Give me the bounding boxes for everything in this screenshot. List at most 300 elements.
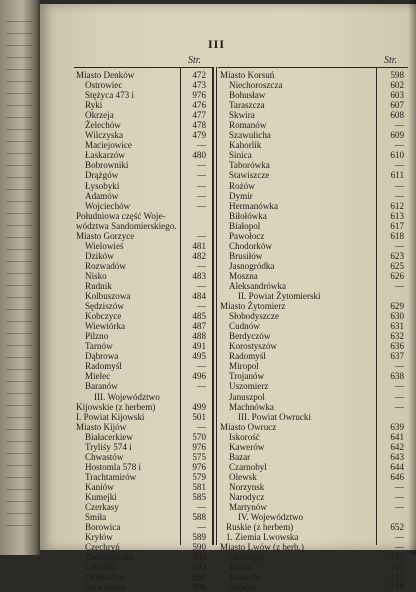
index-entry xyxy=(220,412,408,422)
entry-name: Iskorość xyxy=(229,431,260,442)
index-entry xyxy=(76,321,210,331)
entry-page: — xyxy=(196,190,206,201)
entry-page: — xyxy=(394,190,404,201)
index-entry xyxy=(76,241,210,251)
index-entry xyxy=(220,532,408,542)
entry-page: — xyxy=(196,502,206,513)
index-entry xyxy=(220,432,408,442)
entry-page: 652 xyxy=(390,522,404,533)
entry-page: — xyxy=(394,280,404,291)
entry-name: Tarnów xyxy=(85,341,113,352)
entry-name: Kobczyce xyxy=(85,311,122,322)
entry-name: III. Województwo xyxy=(94,391,160,402)
entry-name: Chwastów xyxy=(85,451,124,462)
center-divider xyxy=(212,67,214,545)
entry-name: Kawerów xyxy=(229,441,265,452)
index-entry xyxy=(76,452,210,462)
entry-name: Tryliśy 574 i xyxy=(85,441,132,452)
entry-name: Korostyszów xyxy=(229,341,277,352)
entry-page: 481 xyxy=(192,240,206,251)
index-entry xyxy=(76,221,210,231)
entry-name: Miasto Żytomierz xyxy=(220,301,286,312)
entry-name: III. Powiat Owrucki xyxy=(238,411,311,422)
index-entry xyxy=(220,170,408,180)
index-entry xyxy=(220,482,408,492)
left-index-column xyxy=(76,70,210,592)
entry-name: Wojciechów xyxy=(85,200,131,211)
index-entry xyxy=(76,341,210,351)
entry-page: 976 xyxy=(192,441,206,452)
entry-page: 478 xyxy=(192,120,206,131)
entry-name: Białacerkiew xyxy=(85,431,133,442)
entry-page: — xyxy=(196,522,206,533)
entry-name: Łysobyki xyxy=(85,180,120,191)
entry-name: Niechoroszcza xyxy=(229,80,283,91)
entry-page: 612 xyxy=(390,200,404,211)
entry-name: Lisianka xyxy=(85,562,117,573)
entry-name: Ryki xyxy=(85,100,103,111)
entry-page: 581 xyxy=(192,481,206,492)
index-entry xyxy=(76,502,210,512)
index-entry xyxy=(220,301,408,311)
entry-name: Kahorlik xyxy=(229,140,262,151)
entry-name: Chodorków xyxy=(229,240,272,251)
index-entry xyxy=(220,502,408,512)
entry-page: — xyxy=(196,260,206,271)
entry-page: — xyxy=(394,391,404,402)
entry-page: 608 xyxy=(390,110,404,121)
index-entry xyxy=(76,201,210,211)
index-entry xyxy=(76,120,210,130)
index-entry xyxy=(76,271,210,281)
index-entry xyxy=(76,582,210,592)
entry-name: Miasto Korsuń xyxy=(220,70,275,80)
entry-page: 483 xyxy=(192,270,206,281)
index-entry xyxy=(76,402,210,412)
entry-page: 632 xyxy=(390,331,404,342)
index-entry xyxy=(220,110,408,120)
index-entry xyxy=(76,261,210,271)
index-entry xyxy=(220,371,408,381)
entry-name: Okrzeja xyxy=(85,110,114,121)
index-entry xyxy=(76,572,210,582)
index-entry xyxy=(220,211,408,221)
entry-name: Baranów xyxy=(85,381,118,392)
entry-name: Południowa część Woje- xyxy=(76,210,166,221)
index-entry xyxy=(76,90,210,100)
entry-page: 491 xyxy=(192,341,206,352)
entry-name: Łaskarzów xyxy=(85,150,125,161)
entry-name: Pawołocz xyxy=(229,230,265,241)
entry-name: Kaniów xyxy=(85,481,114,492)
index-entry xyxy=(76,392,210,402)
entry-name: II. Powiat Żytomierski xyxy=(238,291,321,302)
entry-page: 718 xyxy=(390,582,404,592)
index-entry xyxy=(220,542,408,552)
index-entry xyxy=(76,552,210,562)
entry-page: 477 xyxy=(192,110,206,121)
entry-page: — xyxy=(196,200,206,211)
entry-name: Moszna xyxy=(229,270,258,281)
index-entry xyxy=(76,432,210,442)
index-entry xyxy=(76,160,210,170)
entry-name: Stawiszcze xyxy=(85,582,126,592)
entry-name: Słobodyszcze xyxy=(229,311,280,322)
index-entry xyxy=(220,492,408,502)
entry-page: 485 xyxy=(192,311,206,322)
entry-name: Hostomla 578 i xyxy=(85,461,142,472)
index-entry xyxy=(76,462,210,472)
index-entry xyxy=(76,542,210,552)
index-entry xyxy=(220,341,408,351)
entry-name: Janów xyxy=(229,562,253,573)
index-entry xyxy=(220,271,408,281)
entry-page: 626 xyxy=(390,270,404,281)
entry-page: — xyxy=(196,160,206,171)
entry-page: 598 xyxy=(192,582,206,592)
entry-name: Radomyśl xyxy=(229,351,266,362)
entry-page: 476 xyxy=(192,100,206,111)
entry-page: 593 xyxy=(192,562,206,573)
index-entry xyxy=(220,422,408,432)
entry-page: 589 xyxy=(192,532,206,543)
entry-page: 501 xyxy=(192,411,206,422)
index-entry xyxy=(220,140,408,150)
entry-name: Białopol xyxy=(229,220,261,231)
index-entry xyxy=(76,331,210,341)
entry-name: Miasto Kijów xyxy=(76,421,127,432)
page-edge-shadow xyxy=(408,0,416,555)
entry-page: — xyxy=(394,481,404,492)
index-entry xyxy=(220,512,408,522)
index-entry xyxy=(76,100,210,110)
entry-name: Jaworów xyxy=(229,572,262,583)
entry-name: Hermanówka xyxy=(229,200,278,211)
index-entry xyxy=(220,522,408,532)
entry-name: Mielec xyxy=(85,371,111,382)
facing-page-edge xyxy=(0,0,40,555)
entry-page: 585 xyxy=(192,491,206,502)
entry-name: IV. Województwo xyxy=(238,512,304,523)
index-entry xyxy=(220,80,408,90)
entry-name: Cudnów xyxy=(229,321,260,332)
entry-page: — xyxy=(196,361,206,372)
entry-name: Zwinogródka xyxy=(85,552,134,563)
entry-name: Miasto Owrucz xyxy=(220,421,277,432)
index-entry xyxy=(76,110,210,120)
entry-name: Ochmatów xyxy=(85,572,125,583)
entry-page: 639 xyxy=(390,421,404,432)
entry-name: Obroszyn xyxy=(229,552,265,563)
entry-name: wództwa Sandomierskiego. xyxy=(76,220,177,231)
entry-page: 590 xyxy=(192,542,206,553)
entry-name: Borowica xyxy=(85,522,121,533)
entry-name: Narodycz xyxy=(229,491,265,502)
index-entry xyxy=(76,291,210,301)
entry-page: 646 xyxy=(390,471,404,482)
entry-name: Stężyca 473 i xyxy=(85,90,134,101)
entry-page: 644 xyxy=(390,461,404,472)
entry-name: Skwira xyxy=(229,110,255,121)
index-entry xyxy=(220,120,408,130)
entry-name: Romanów xyxy=(229,120,267,131)
entry-name: Taborówka xyxy=(229,160,270,171)
entry-page: 602 xyxy=(390,80,404,91)
entry-name: Trachtamirów xyxy=(85,471,137,482)
index-entry xyxy=(220,241,408,251)
index-entry xyxy=(220,582,408,592)
right-index-column xyxy=(220,70,408,592)
entry-name: Gródek xyxy=(229,582,257,592)
entry-name: Wiewiórka xyxy=(85,321,126,332)
index-entry xyxy=(220,562,408,572)
index-entry xyxy=(76,492,210,502)
entry-page: 598 xyxy=(390,70,404,80)
entry-name: Nisko xyxy=(85,270,107,281)
entry-name: Januszpol xyxy=(229,391,265,402)
entry-name: Bohusław xyxy=(229,90,266,101)
entry-page: — xyxy=(196,280,206,291)
entry-name: Żelechów xyxy=(85,120,121,131)
index-entry xyxy=(76,562,210,572)
entry-name: Radomyśl xyxy=(85,361,122,372)
index-entry xyxy=(76,170,210,180)
index-entry xyxy=(220,251,408,261)
entry-name: Pilzno xyxy=(85,331,109,342)
entry-page: 499 xyxy=(192,401,206,412)
entry-name: Drążgów xyxy=(85,170,119,181)
entry-page: 711 xyxy=(390,552,404,563)
entry-name: Rozwadów xyxy=(85,260,126,271)
entry-name: Kumejki xyxy=(85,491,117,502)
entry-page: — xyxy=(394,532,404,543)
entry-page: 575 xyxy=(192,451,206,462)
entry-page: 613 xyxy=(390,210,404,221)
left-column-header: Str. xyxy=(188,55,202,66)
index-entry xyxy=(76,472,210,482)
entry-name: Sinica xyxy=(229,150,252,161)
entry-page: 637 xyxy=(390,351,404,362)
entry-name: Rudnik xyxy=(85,280,112,291)
index-entry xyxy=(76,422,210,432)
entry-name: Taraszcza xyxy=(229,100,265,111)
entry-name: Trojanów xyxy=(229,371,265,382)
entry-page: 496 xyxy=(192,371,206,382)
entry-name: Dymir xyxy=(229,190,253,201)
index-entry xyxy=(76,251,210,261)
entry-page: 473 xyxy=(192,80,206,91)
index-entry xyxy=(76,482,210,492)
index-entry xyxy=(220,281,408,291)
page-number: III xyxy=(208,37,226,51)
entry-page: 630 xyxy=(390,311,404,322)
entry-page: — xyxy=(394,180,404,191)
index-entry xyxy=(76,181,210,191)
index-entry xyxy=(220,462,408,472)
entry-page: 597 xyxy=(192,572,206,583)
entry-name: Machnówka xyxy=(229,401,274,412)
entry-page: — xyxy=(196,381,206,392)
entry-name: Czerkasy xyxy=(85,502,119,513)
entry-name: Kijowskie (z herbem) xyxy=(76,401,156,412)
index-entry xyxy=(220,160,408,170)
entry-page: 611 xyxy=(390,170,404,181)
entry-name: Dąbrowa xyxy=(85,351,119,362)
entry-page: 625 xyxy=(390,260,404,271)
entry-page: 642 xyxy=(390,441,404,452)
entry-name: Wielowieś xyxy=(85,240,124,251)
entry-page: — xyxy=(196,301,206,312)
index-entry xyxy=(220,552,408,562)
entry-name: Ruskie (z herbem) xyxy=(226,522,294,533)
entry-name: Maciejowice xyxy=(85,140,132,151)
entry-name: Biłołówka xyxy=(229,210,267,221)
index-entry xyxy=(220,291,408,301)
entry-name: Miasto Denków xyxy=(76,70,135,80)
entry-page: — xyxy=(394,120,404,131)
index-entry xyxy=(220,90,408,100)
entry-page: 712 xyxy=(390,562,404,573)
entry-page: 636 xyxy=(390,341,404,352)
entry-name: Jasnogródka xyxy=(229,260,275,271)
entry-page: 472 xyxy=(192,70,206,80)
index-entry xyxy=(76,211,210,221)
entry-page: 976 xyxy=(192,461,206,472)
entry-name: Olewsk xyxy=(229,471,257,482)
index-entry xyxy=(76,381,210,391)
entry-name: Norzynsk xyxy=(229,481,265,492)
entry-page: 638 xyxy=(390,371,404,382)
entry-page: — xyxy=(394,381,404,392)
entry-name: Dzików xyxy=(85,250,114,261)
entry-name: Rożów xyxy=(229,180,255,191)
index-entry xyxy=(220,70,408,80)
entry-name: Smiła xyxy=(85,512,107,523)
index-entry xyxy=(76,512,210,522)
entry-page: 607 xyxy=(390,100,404,111)
entry-name: Brusiłów xyxy=(229,250,263,261)
index-entry xyxy=(220,201,408,211)
entry-page: 579 xyxy=(192,471,206,482)
entry-name: 1. Ziemia Lwowska xyxy=(226,532,299,543)
entry-page: — xyxy=(196,421,206,432)
index-entry xyxy=(220,311,408,321)
entry-page: 592 xyxy=(192,552,206,563)
entry-page: 495 xyxy=(192,351,206,362)
index-entry xyxy=(220,572,408,582)
entry-page: 484 xyxy=(192,291,206,302)
index-entry xyxy=(220,130,408,140)
index-entry xyxy=(220,261,408,271)
entry-name: Martynów xyxy=(229,502,267,513)
entry-name: Czarnobyl xyxy=(229,461,267,472)
entry-page: — xyxy=(394,491,404,502)
index-entry xyxy=(220,221,408,231)
entry-page: 631 xyxy=(390,321,404,332)
index-entry xyxy=(220,191,408,201)
entry-name: Miropol xyxy=(229,361,259,372)
index-entry xyxy=(76,522,210,532)
index-entry xyxy=(76,351,210,361)
index-entry xyxy=(76,412,210,422)
entry-name: Bobrowniki xyxy=(85,160,129,171)
index-entry xyxy=(220,231,408,241)
entry-name: Sędziszów xyxy=(85,301,124,312)
entry-page: — xyxy=(394,160,404,171)
index-entry xyxy=(220,321,408,331)
entry-page: — xyxy=(394,401,404,412)
index-entry xyxy=(76,70,210,80)
entry-page: 629 xyxy=(390,301,404,312)
entry-name: Miasto Gorzyce xyxy=(76,230,135,241)
entry-name: Kolbuszowa xyxy=(85,291,131,302)
entry-page: — xyxy=(394,542,404,553)
entry-name: Aleksandrówka xyxy=(229,280,287,291)
entry-page: — xyxy=(196,230,206,241)
entry-name: Stawiszcze xyxy=(229,170,270,181)
entry-page: 480 xyxy=(192,150,206,161)
left-top-rule xyxy=(74,67,212,68)
index-entry xyxy=(220,472,408,482)
index-entry xyxy=(220,381,408,391)
index-entry xyxy=(220,331,408,341)
entry-page: 603 xyxy=(390,90,404,101)
index-entry xyxy=(220,402,408,412)
index-entry xyxy=(220,100,408,110)
index-entry xyxy=(76,442,210,452)
index-entry xyxy=(220,361,408,371)
entry-name: Ostrowiec xyxy=(85,80,123,91)
entry-page: — xyxy=(196,180,206,191)
entry-page: 623 xyxy=(390,250,404,261)
entry-name: I. Powiat Kijowski xyxy=(76,411,145,422)
index-entry xyxy=(76,281,210,291)
entry-name: Adamów xyxy=(85,190,119,201)
entry-page: — xyxy=(394,240,404,251)
entry-name: Kryłów xyxy=(85,532,113,543)
entry-page: 588 xyxy=(192,512,206,523)
entry-page: — xyxy=(394,140,404,151)
index-entry xyxy=(76,301,210,311)
entry-page: 487 xyxy=(192,321,206,332)
right-column-header: Str. xyxy=(384,55,398,66)
index-entry xyxy=(220,181,408,191)
index-entry xyxy=(76,371,210,381)
entry-page: 713 xyxy=(390,572,404,583)
index-entry xyxy=(76,311,210,321)
index-entry xyxy=(76,532,210,542)
index-entry xyxy=(76,361,210,371)
entry-page: 609 xyxy=(390,130,404,141)
index-entry xyxy=(76,231,210,241)
index-page xyxy=(40,4,416,592)
entry-page: 482 xyxy=(192,250,206,261)
entry-name: Miasto Lwów (z herb.) xyxy=(220,542,304,553)
entry-page: 976 xyxy=(192,90,206,101)
entry-page: — xyxy=(196,140,206,151)
entry-name: Czechryń xyxy=(85,542,120,553)
index-entry xyxy=(220,392,408,402)
index-entry xyxy=(76,80,210,90)
entry-name: Szawulicha xyxy=(229,130,271,141)
index-entry xyxy=(220,442,408,452)
entry-page: — xyxy=(196,170,206,181)
index-entry xyxy=(76,140,210,150)
entry-page: 641 xyxy=(390,431,404,442)
index-entry xyxy=(76,150,210,160)
entry-page: — xyxy=(394,502,404,513)
entry-page: 618 xyxy=(390,230,404,241)
